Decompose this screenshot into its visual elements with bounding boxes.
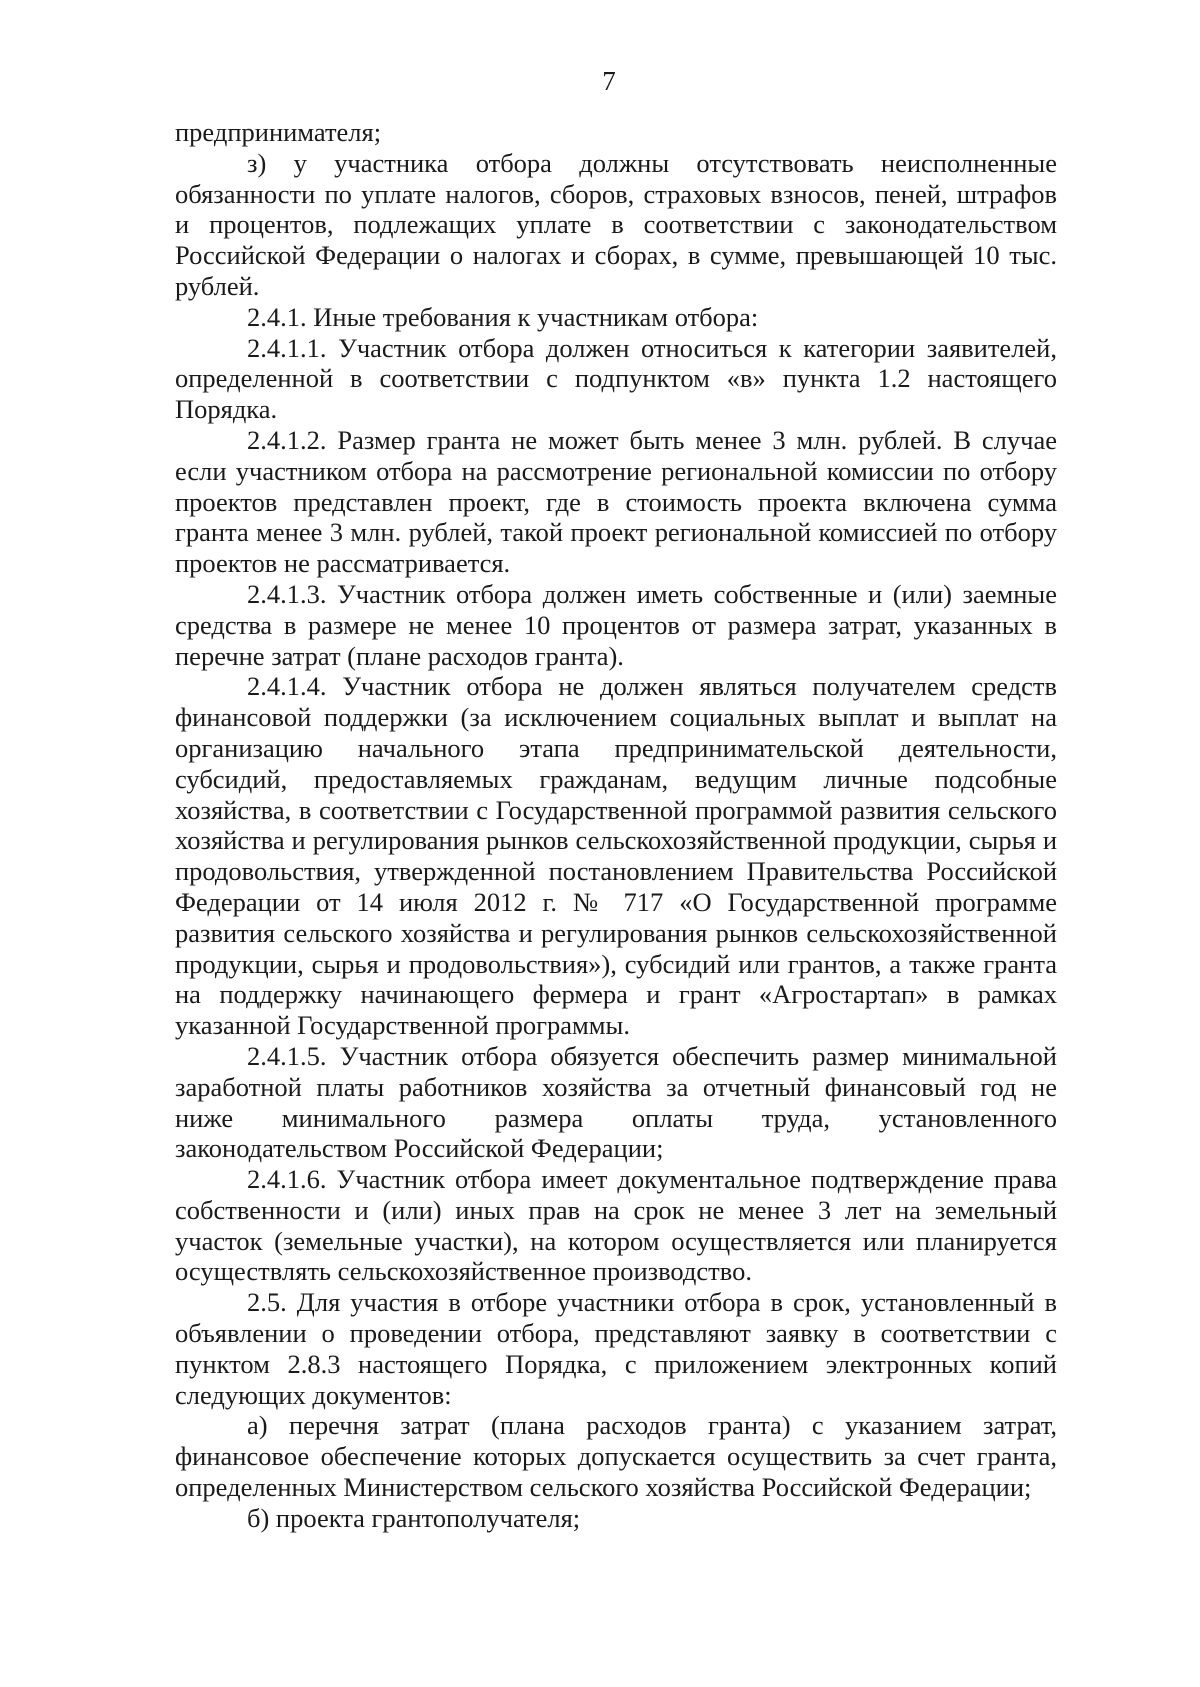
paragraph-item-a: а) перечня затрат (плана расходов гранта) с указанием затрат, финансовое обеспечение которых допускается осуществить за счет гранта, определенных Министерством сельского хозяйства Российской Федерации; (175, 1410, 1057, 1503)
paragraph-2-4-1-4: 2.4.1.4. Участник отбора не должен являться получателем средств финансовой поддержки (за исключением социальных выплат и выплат на организацию начального этапа предпринимательской деятельности, субсидий, предоставляемых гражданам, ведущим личные подсобные хозяйства, в соответствии с Государственной программой развития сельского хозяйства и регулирования рынков сельскохозяйственной продукции, сырья и продовольствия, утвержденной постановлением Правительства Российской Федерации от 14 июля 2012 г. № 717 «О Государственной программе развития сельского хозяйства и регулирования рынков сельскохозяйственной продукции, сырья и продовольствия»), субсидий или грантов, а также гранта на поддержку начинающего фермера и грант «Агростартап» в рамках указанной Государственной программы. (175, 671, 1057, 1041)
paragraph-item-b: б) проекта грантополучателя; (247, 1502, 581, 1533)
paragraph-item-z: з) у участника отбора должны отсутствовать неисполненные обязанности по уплате налогов, сборов, страховых взносов, пеней, штрафов и процентов, подлежащих уплате в соответствии с законодательством Российской Федерации о налогах и сборах, в сумме, превышающей 10 тыс. рублей. (175, 147, 1057, 301)
page-number: 7 (602, 66, 616, 96)
paragraph-2-5: 2.5. Для участия в отборе участники отбора в срок, установленный в объявлении о проведении отбора, представляют заявку в соответствии с пунктом 2.8.3 настоящего Порядка, с приложением электронных копий следующих документов: (175, 1287, 1057, 1410)
paragraph-2-4-1-2: 2.4.1.2. Размер гранта не может быть менее 3 млн. рублей. В случае если участником отбора на рассмотрение региональной комиссии по отбору проектов представлен проект, где в стоимость проекта включена сумма гранта менее 3 млн. рублей, такой проект региональной комиссией по отбору проектов не рассматривается. (175, 424, 1057, 579)
paragraph-2-4-1-6: 2.4.1.6. Участник отбора имеет документальное подтверждение права собственности и (или) иных прав на срок не менее 3 лет на земельный участок (земельные участки), на котором осуществляется или планируется осуществлять сельскохозяйственное производство. (175, 1164, 1057, 1287)
paragraph-2-4-1-1: 2.4.1.1. Участник отбора должен относиться к категории заявителей, определенной в соответствии с подпунктом «в» пункта 1.2 настоящего Порядка. (175, 332, 1057, 425)
paragraph-2-4-1-3: 2.4.1.3. Участник отбора должен иметь собственные и (или) заемные средства в размере не менее 10 процентов от размера затрат, указанных в перечне затрат (плане расходов гранта). (175, 578, 1057, 671)
paragraph-2-4-1: 2.4.1. Иные требования к участникам отбора: (247, 301, 759, 332)
paragraph-continuation: предпринимателя; (175, 117, 382, 147)
document-body (175, 117, 1057, 1534)
paragraph-2-4-1-5: 2.4.1.5. Участник отбора обязуется обеспечить размер минимальной заработной платы работников хозяйства за отчетный финансовый год не ниже минимального размера оплаты труда, установленного законодательством Российской Федерации; (175, 1040, 1057, 1164)
